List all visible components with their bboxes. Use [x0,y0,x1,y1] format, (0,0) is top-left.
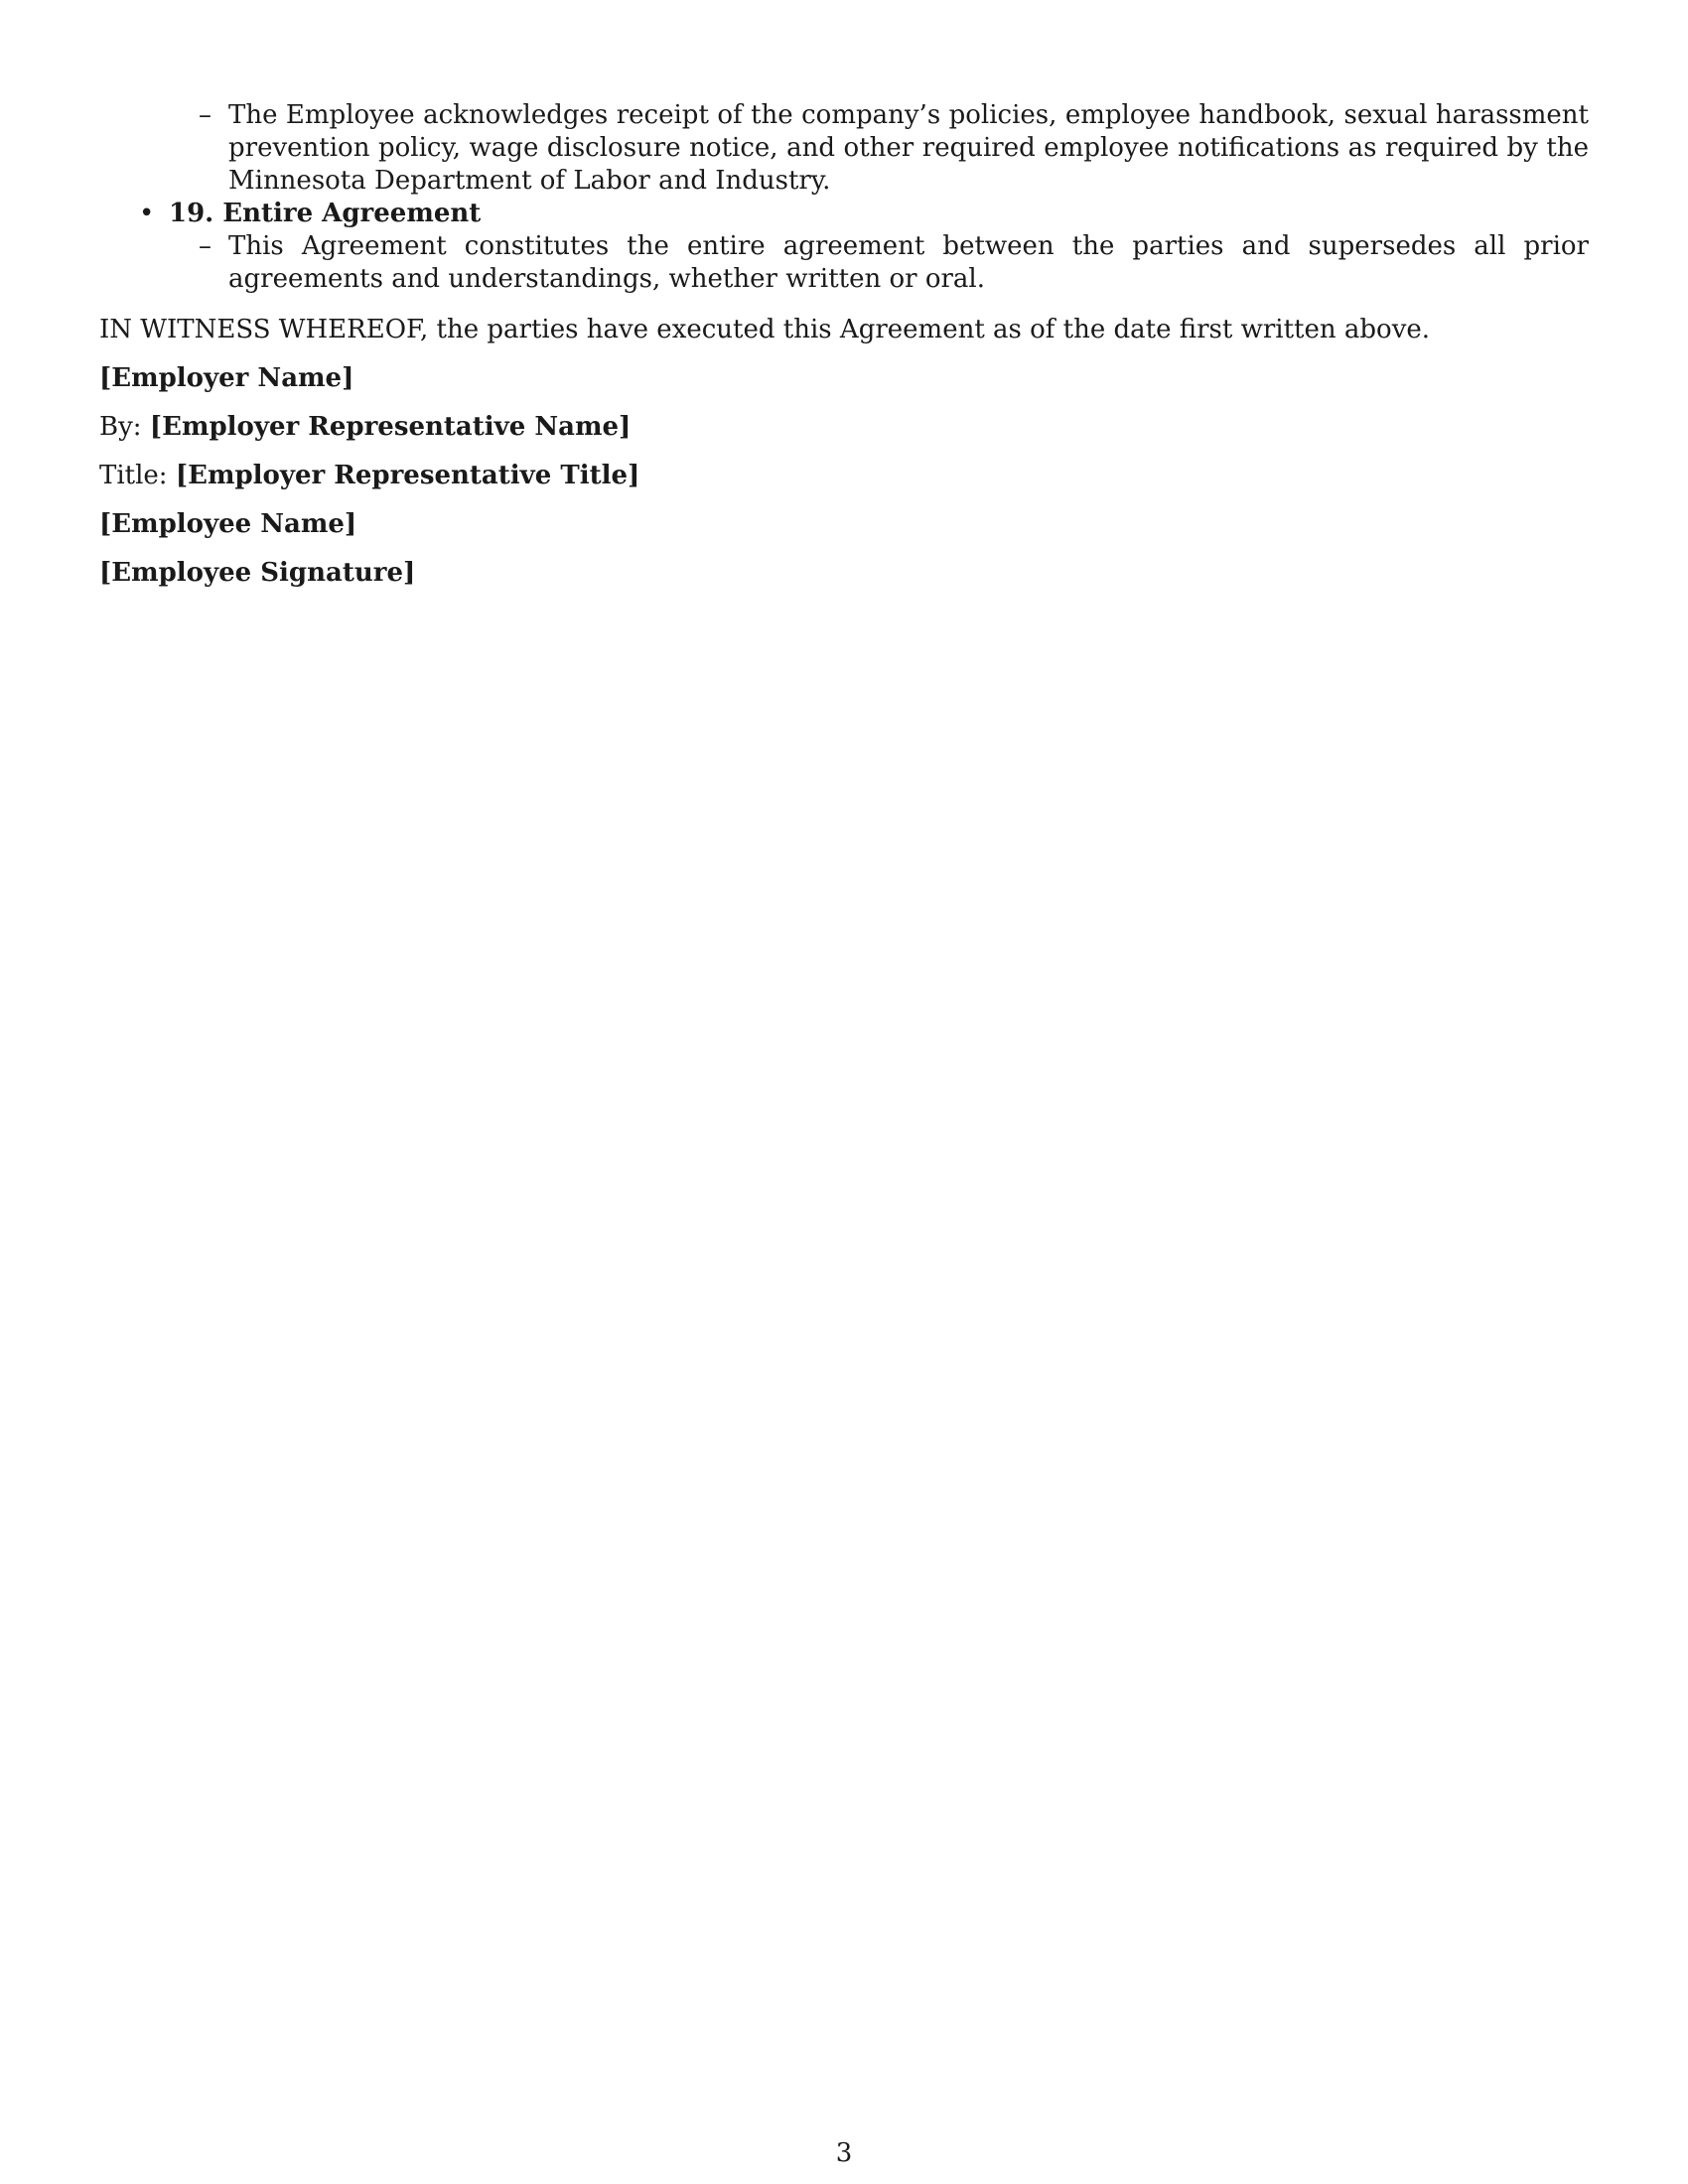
by-label: By: [99,412,142,442]
employee-name-line [99,508,1589,541]
employer-rep-title-line [99,460,1589,492]
entire-agreement-text: This Agreement constitutes the entire agreement between the parties and supersedes all prior agreements and understandings, whether written or oral. [228,231,1589,294]
title-label: Title: [99,461,168,490]
employer-name-line [99,362,1589,395]
employer-rep-name-line [99,411,1589,444]
acknowledgment-item [199,99,1589,198]
dash-marker: – [199,100,211,130]
witness-statement: IN WITNESS WHEREOF, the parties have executed this Agreement as of the date first written above. [99,315,1431,344]
employee-signature: [Employee Signature] [99,558,416,588]
dash-marker: – [199,231,211,261]
entire-agreement-item [199,230,1589,296]
acknowledgment-text: The Employee acknowledges receipt of the company’s policies, employee handbook, sexual harassment prevention policy, wage disclosure notice, and other required employee notifications as required by the Minnesota Department of Labor and Industry. [228,100,1589,196]
document-page [99,99,1589,590]
employer-name: [Employer Name] [99,363,354,393]
employer-rep-name: [Employer Representative Name] [149,412,632,442]
bullet-marker: • [139,199,155,228]
section-19-heading [139,198,1589,230]
employer-rep-title: [Employer Representative Title] [175,461,640,490]
page-number: 3 [835,2138,853,2168]
employee-name: [Employee Name] [99,509,357,539]
section-heading-text: 19. Entire Agreement [169,199,482,228]
employee-signature-line [99,557,1589,590]
